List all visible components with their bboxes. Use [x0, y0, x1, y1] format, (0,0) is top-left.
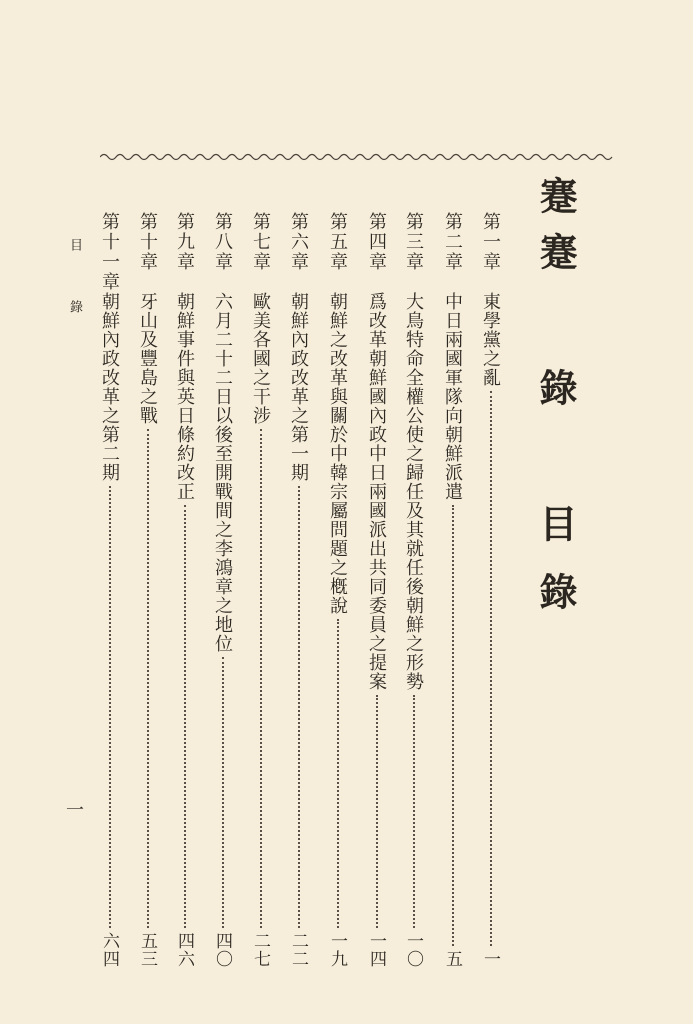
chapter-label: 第四章	[366, 212, 387, 272]
chapter-label: 第八章	[212, 212, 233, 272]
dot-leader	[298, 486, 300, 928]
chapter-label: 第九章	[174, 212, 195, 272]
dot-leader	[147, 429, 149, 928]
chapter-label: 第六章	[288, 212, 309, 272]
chapter-page-number: 六四	[99, 932, 119, 968]
chapter-page-number: 二二	[288, 932, 308, 968]
title-line-2: 蹇 錄 目錄	[533, 232, 578, 640]
chapter-label: 第一章	[480, 212, 501, 272]
dot-leader	[490, 391, 492, 946]
chapter-title: 歐美各國之干涉	[250, 292, 271, 425]
chapter-page-number: 五三	[137, 932, 157, 968]
wavy-rule	[100, 150, 615, 164]
dot-leader	[337, 619, 339, 928]
chapter-page-number: 四〇	[212, 932, 232, 968]
folio: 一	[63, 800, 84, 819]
chapter-title: 大鳥特命全權公使之歸任及其就任後朝鮮之形勢	[403, 292, 424, 691]
chapter-page-number: 一九	[327, 932, 347, 968]
chapter-page-number: 五	[442, 950, 462, 968]
chapter-title: 東學黨之亂	[480, 292, 501, 387]
chapter-page-number: 四六	[174, 932, 194, 968]
chapter-title: 朝鮮之改革與關於中韓宗屬問題之槪說	[327, 292, 348, 615]
chapter-label: 第三章	[403, 212, 424, 272]
chapter-title: 朝鮮內政改革之第二期	[99, 292, 120, 482]
title-line-1: 蹇	[533, 176, 578, 248]
dot-leader	[109, 486, 111, 928]
chapter-label: 第五章	[327, 212, 348, 272]
chapter-title: 朝鮮內政改革之第一期	[288, 292, 309, 482]
chapter-title: 六月二十二日以後至開戰間之李鴻章之地位	[212, 292, 233, 653]
dot-leader	[260, 429, 262, 928]
chapter-page-number: 二七	[250, 932, 270, 968]
chapter-title: 中日兩國軍隊向朝鮮派遣	[442, 292, 463, 501]
dot-leader	[376, 695, 378, 928]
chapter-page-number: 一	[480, 950, 500, 968]
chapter-label: 第七章	[250, 212, 271, 272]
chapter-label: 第十一章	[99, 212, 120, 292]
dot-leader	[222, 657, 224, 928]
chapter-page-number: 一〇	[403, 932, 423, 968]
dot-leader	[184, 505, 186, 928]
dot-leader	[413, 695, 415, 928]
side-header: 目 錄	[67, 238, 82, 331]
chapter-title: 牙山及豐島之戰	[137, 292, 158, 425]
chapter-label: 第二章	[442, 212, 463, 272]
chapter-title: 朝鮮事件與英日條約改正	[174, 292, 195, 501]
chapter-label: 第十章	[137, 212, 158, 272]
dot-leader	[452, 505, 454, 946]
chapter-title: 爲改革朝鮮國內政中日兩國派出共同委員之提案	[366, 292, 387, 691]
chapter-page-number: 一四	[366, 932, 386, 968]
